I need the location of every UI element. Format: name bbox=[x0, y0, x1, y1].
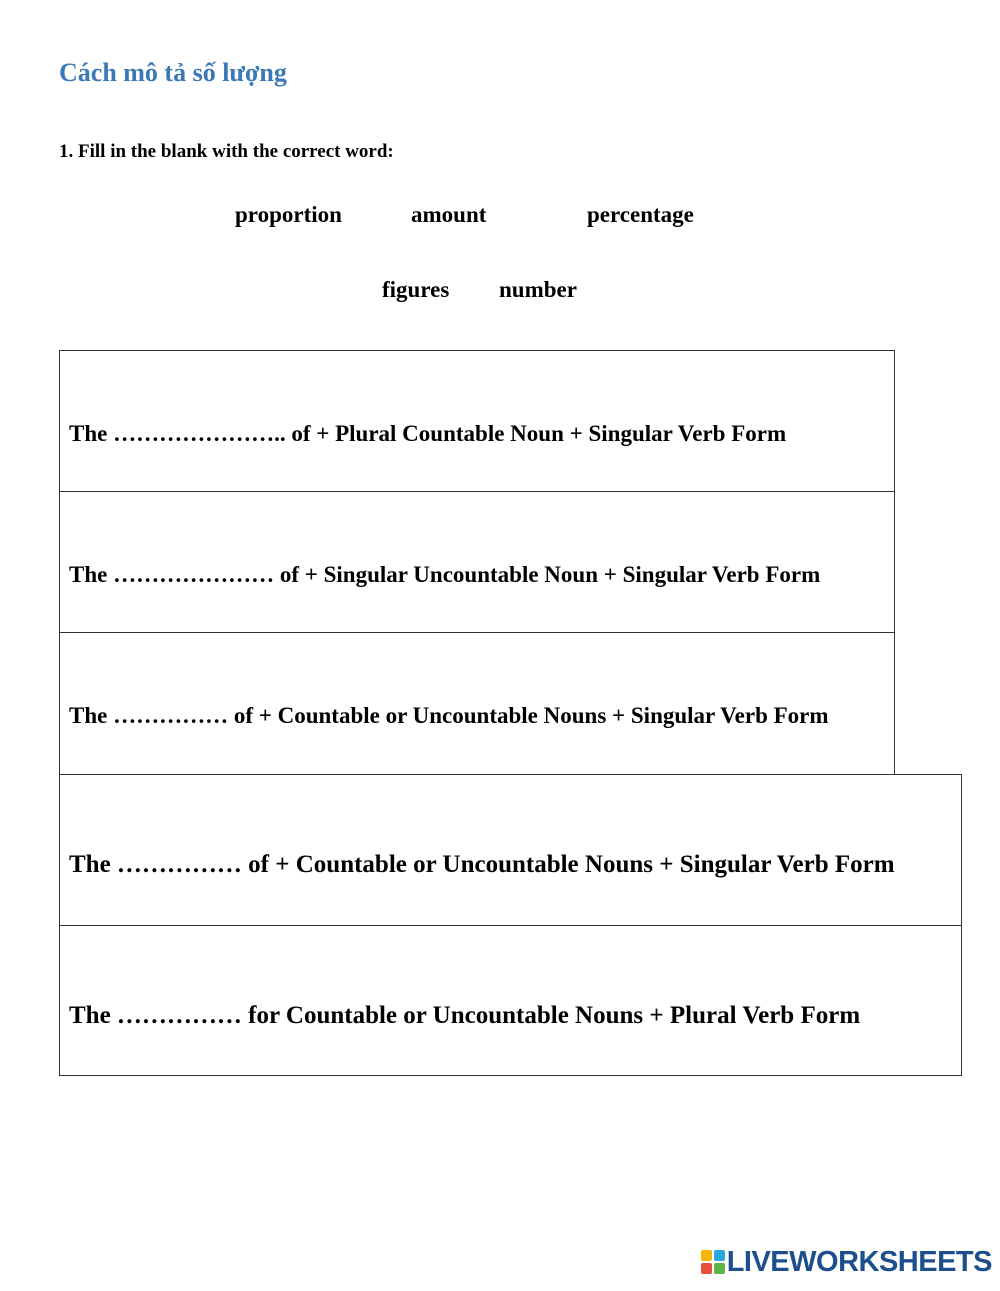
page-title: Cách mô tả số lượng bbox=[59, 58, 287, 87]
exercise-sentence[interactable]: The …………… of + Countable or Uncountable Nouns + Singular Verb Form bbox=[69, 851, 895, 878]
logo-block bbox=[701, 1250, 712, 1261]
exercise-row bbox=[59, 925, 962, 1076]
logo-blocks-icon bbox=[701, 1250, 725, 1274]
liveworksheets-logo bbox=[701, 1247, 992, 1277]
exercise-sentence[interactable]: The …………… for Countable or Uncountable Nouns + Plural Verb Form bbox=[69, 1002, 861, 1029]
word-bank-item[interactable]: percentage bbox=[587, 202, 694, 227]
exercise-row bbox=[59, 774, 962, 926]
exercise-sentence[interactable]: The ………………… of + Singular Uncountable Noun + Singular Verb Form bbox=[69, 562, 821, 587]
logo-block bbox=[714, 1263, 725, 1274]
exercise-row bbox=[59, 491, 895, 633]
word-bank-item[interactable]: proportion bbox=[235, 202, 342, 227]
exercise-row bbox=[59, 350, 895, 492]
exercise-sentence[interactable]: The …………… of + Countable or Uncountable Nouns + Singular Verb Form bbox=[69, 703, 829, 728]
word-bank-item[interactable]: figures bbox=[382, 277, 450, 302]
logo-block bbox=[714, 1250, 725, 1261]
exercise-sentence[interactable]: The ………………….. of + Plural Countable Noun + Singular Verb Form bbox=[69, 421, 787, 446]
word-bank-item[interactable]: amount bbox=[411, 202, 487, 227]
word-bank-item[interactable]: number bbox=[499, 277, 577, 302]
logo-block bbox=[701, 1263, 712, 1274]
exercise-row bbox=[59, 632, 895, 775]
exercise-instruction: 1. Fill in the blank with the correct word: bbox=[59, 141, 394, 162]
logo-text: LIVEWORKSHEETS bbox=[726, 1245, 992, 1278]
